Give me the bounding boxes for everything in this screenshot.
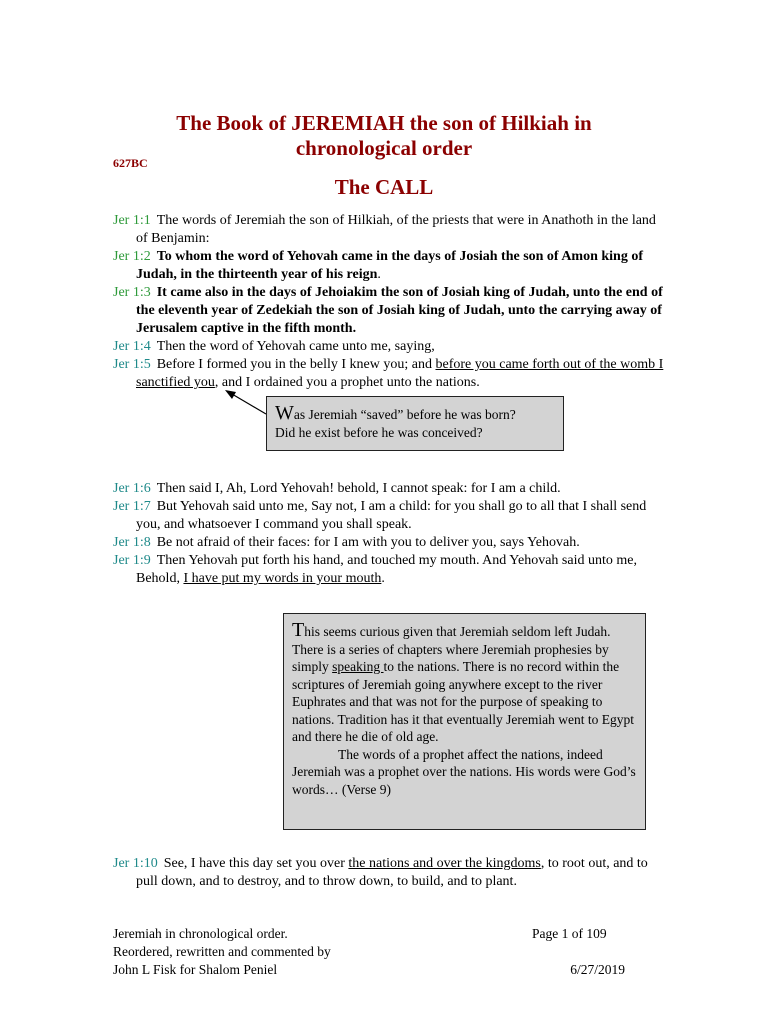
drop-cap: T — [292, 619, 305, 641]
verse-ref: Jer 1:8 — [113, 535, 151, 550]
comment-text: to the nations. There is no record within the scriptures of Jeremiah going anywhere except to the river Euphrates and that was not for the purpose of speaking to nations. Tradition has it that eventually Jeremiah went to Egypt and there he die of old age. — [292, 659, 634, 744]
verse-ref: Jer 1:7 — [113, 499, 151, 514]
verse-text: See, I have this day set you over — [163, 856, 349, 871]
comment-paragraph-1 — [292, 619, 637, 746]
verse-text-bold: It came also in the days of Jehoiakim the son of Josiah king of Judah, unto the end of the eleventh year of Zedekiah the son of Josiah king of Judah, unto the carrying away of Jerusalem captive in the fifth month. — [136, 285, 663, 336]
comment-text-underlined: speaking — [332, 659, 384, 674]
comment-paragraph-2: The words of a prophet affect the nations, indeed Jeremiah was a prophet over the nations. His words were God’s words… (Verse 9) — [292, 746, 636, 797]
document-title-line-1: The Book of JEREMIAH the son of Hilkiah in — [176, 111, 592, 135]
verse-text: , to root out, and to pull down, and to destroy, and to throw down, to build, and to plant. — [136, 856, 648, 889]
verse-ref: Jer 1:10 — [113, 856, 158, 871]
year-label: 627BC — [113, 156, 148, 170]
verse-1-8 — [113, 534, 666, 552]
verse-text: Then the word of Yehovah came unto me, saying, — [156, 339, 435, 354]
footer-line-3: John L Fisk for Shalom Peniel — [113, 962, 278, 977]
footer-line-2: Reordered, rewritten and commented by — [113, 944, 331, 959]
verse-1-7 — [113, 498, 666, 534]
verse-text: Then said I, Ah, Lord Yehovah! behold, I cannot speak: for I am a child. — [156, 481, 561, 496]
verse-text-underlined: the nations and over the kingdoms — [348, 856, 541, 871]
drop-cap: W — [275, 402, 294, 424]
footer-date: 6/27/2019 — [570, 962, 625, 977]
verse-text: Be not afraid of their faces: for I am with you to deliver you, says Yehovah. — [156, 535, 580, 550]
section-title: The CALL — [334, 175, 434, 199]
comment-box-nations — [283, 613, 646, 830]
verse-1-6 — [113, 480, 666, 498]
verse-1-10 — [113, 855, 666, 891]
verse-ref: Jer 1:3 — [113, 285, 151, 300]
verse-text-underlined: before you came forth out of the womb I sanctified you — [136, 357, 664, 390]
verse-text: But Yehovah said unto me, Say not, I am a child: for you shall go to all that I shall send you, and whatsoever I command you shall speak. — [136, 499, 647, 532]
comment-text: as Jeremiah “saved” before he was born? — [293, 407, 516, 422]
verse-text-bold: To whom the word of Yehovah came in the days of Josiah the son of Amon king of Judah, in the thirteenth year of his reign — [136, 249, 644, 282]
verse-text: . — [381, 571, 385, 586]
document-title-line-2: chronological order — [295, 136, 473, 160]
comment-text: his seems curious given that Jeremiah seldom left Judah. There is a series of chapters where Jeremiah prophesies by simply — [292, 624, 611, 674]
verse-ref: Jer 1:1 — [113, 213, 151, 228]
page-number: Page 1 of 109 — [532, 926, 607, 941]
comment-line-2: Did he exist before he was conceived? — [275, 424, 483, 440]
comment-box-saved — [266, 396, 564, 451]
comment-line-1 — [275, 402, 555, 424]
verse-text: Then Yehovah put forth his hand, and touched my mouth. And Yehovah said unto me, Behold, — [136, 553, 637, 586]
verse-ref: Jer 1:2 — [113, 249, 151, 264]
verse-text: , and I ordained you a prophet unto the nations. — [214, 375, 480, 390]
verse-1-9 — [113, 552, 666, 588]
verse-ref: Jer 1:9 — [113, 553, 151, 568]
verse-ref: Jer 1:5 — [113, 357, 151, 372]
verse-text-underlined: I have put my words in your mouth — [183, 571, 382, 586]
verse-ref: Jer 1:6 — [113, 481, 151, 496]
verse-text: The words of Jeremiah the son of Hilkiah, of the priests that were in Anathoth in the land of Benjamin: — [136, 213, 656, 246]
verse-text: Before I formed you in the belly I knew you; and — [156, 357, 436, 372]
footer-line-1: Jeremiah in chronological order. — [113, 926, 288, 941]
verse-text-end: . — [377, 267, 381, 282]
verse-ref: Jer 1:4 — [113, 339, 151, 354]
